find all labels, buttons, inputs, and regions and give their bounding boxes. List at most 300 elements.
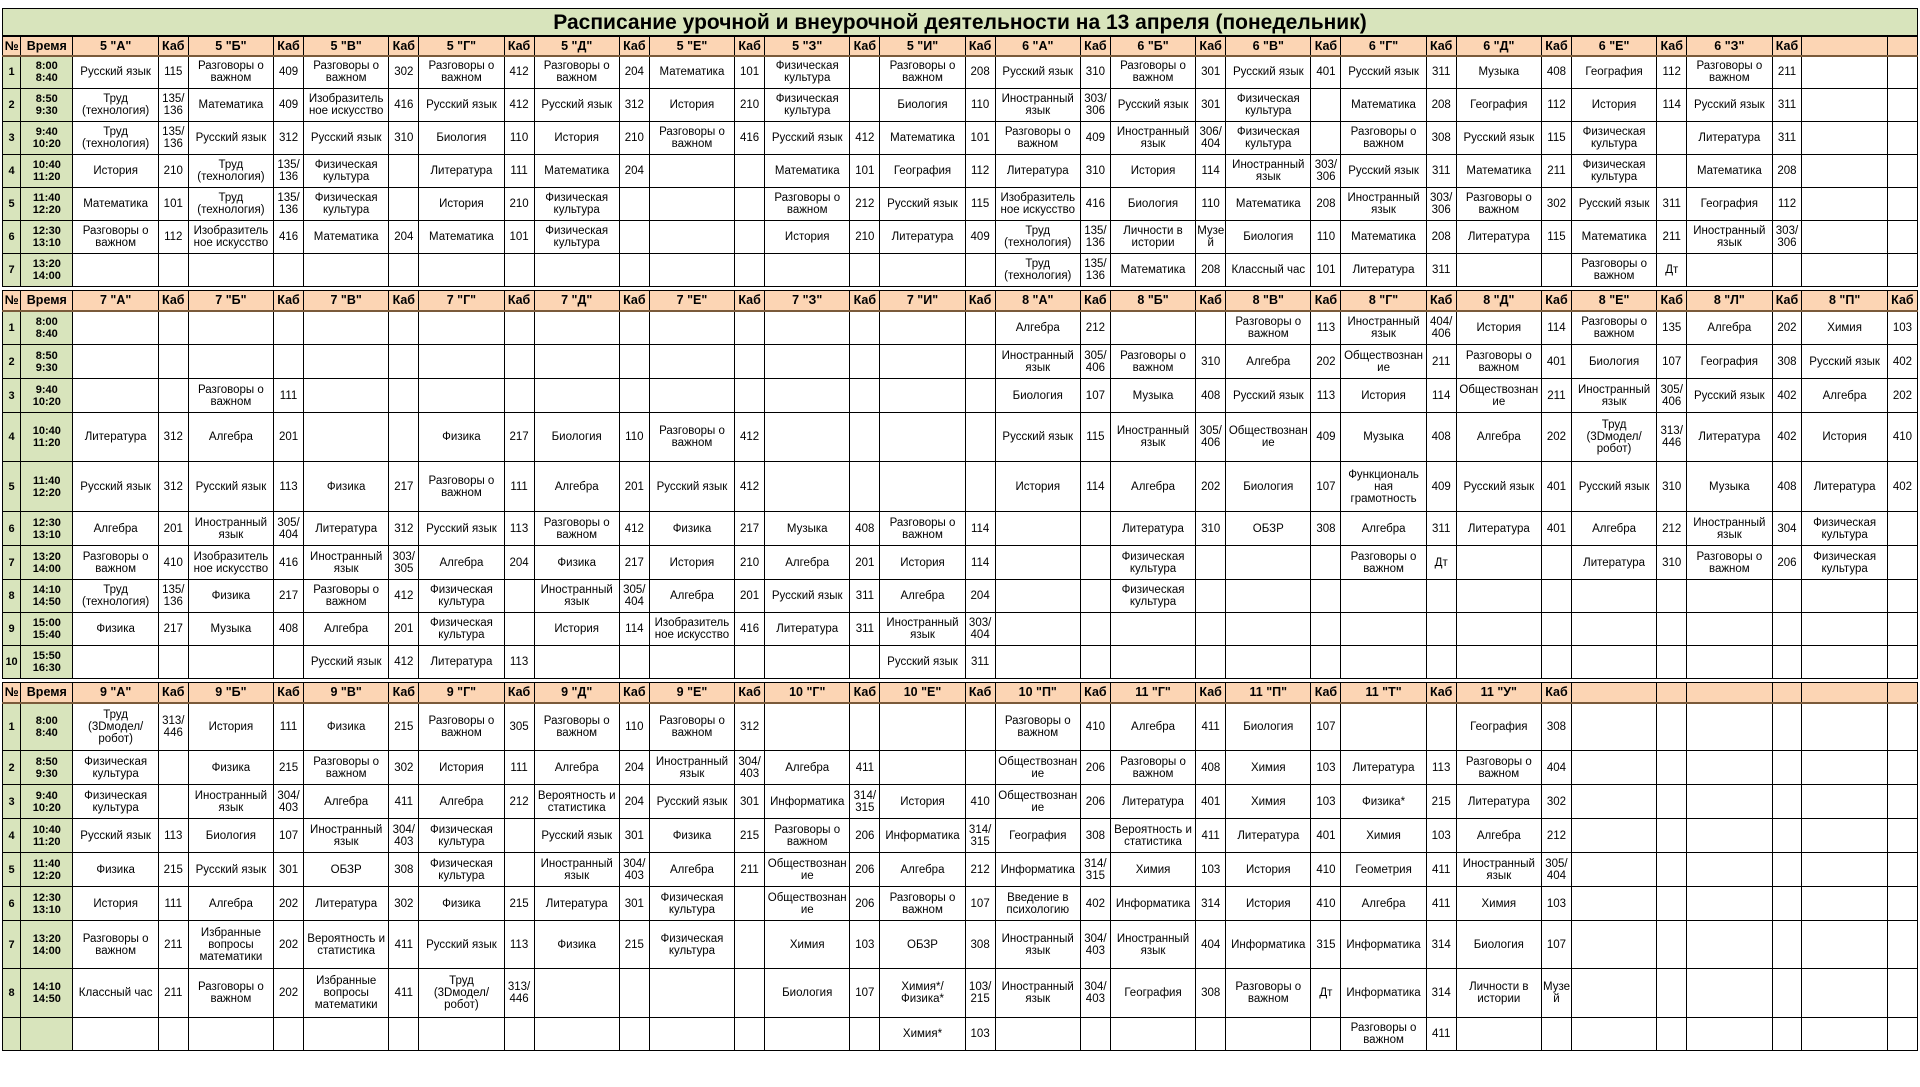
lesson-subject: Разговоры о важном	[1687, 56, 1772, 89]
room-header: Каб	[1080, 683, 1110, 703]
room-header: Каб	[735, 37, 765, 56]
empty-cell	[1657, 703, 1687, 751]
empty-cell	[1802, 819, 1887, 853]
lesson-subject: Физическая культура	[419, 819, 504, 853]
lesson-room: 114	[1542, 311, 1572, 345]
class-header: 7 "В"	[303, 291, 388, 311]
lesson-row	[3, 254, 1918, 287]
lesson-room	[1080, 646, 1110, 679]
lesson-subject	[73, 379, 158, 413]
lesson-room	[965, 413, 995, 462]
empty-header	[1887, 37, 1917, 56]
lesson-room	[1542, 613, 1572, 646]
lesson-subject: Химия	[1110, 853, 1195, 887]
room-header: Каб	[1772, 291, 1802, 311]
lesson-room	[619, 1018, 649, 1051]
lesson-subject: Алгебра	[1110, 462, 1195, 512]
lesson-room: 409	[274, 56, 304, 89]
lesson-time: 14:10 14:50	[21, 969, 73, 1018]
lesson-subject: Разговоры о важном	[1571, 254, 1656, 287]
lesson-subject	[995, 546, 1080, 580]
lesson-room: 305/ 406	[1196, 413, 1226, 462]
lesson-room	[274, 311, 304, 345]
lesson-subject: География	[880, 155, 965, 188]
class-header: 11 "У"	[1456, 683, 1541, 703]
lesson-subject	[188, 254, 273, 287]
lesson-room: 110	[619, 413, 649, 462]
lesson-subject	[649, 969, 734, 1018]
lesson-subject: Музыка	[1687, 462, 1772, 512]
lesson-subject	[765, 703, 850, 751]
lesson-subject: Разговоры о важном	[1456, 345, 1541, 379]
class-header: 11 "П"	[1226, 683, 1311, 703]
lesson-subject	[303, 1018, 388, 1051]
lesson-subject: Алгебра	[188, 413, 273, 462]
lesson-room: 412	[619, 512, 649, 546]
lesson-subject	[995, 646, 1080, 679]
class-header: 5 "В"	[303, 37, 388, 56]
lesson-room: 311	[850, 613, 880, 646]
lesson-subject: География	[1571, 56, 1656, 89]
lesson-room: 303/ 306	[1426, 188, 1456, 221]
lesson-time	[21, 1018, 73, 1051]
lesson-subject	[1802, 646, 1887, 679]
lesson-room: 217	[619, 546, 649, 580]
lesson-subject: Физическая культура	[534, 188, 619, 221]
lesson-number: 2	[3, 89, 21, 122]
class-header: 5 "Е"	[649, 37, 734, 56]
lesson-room	[1426, 646, 1456, 679]
lesson-subject: Русский язык	[1110, 89, 1195, 122]
room-header: Каб	[1311, 291, 1341, 311]
lesson-subject: Труд (технология)	[73, 122, 158, 155]
lesson-room: 135/ 136	[1080, 221, 1110, 254]
lesson-room: 103	[1887, 311, 1917, 345]
empty-cell	[1571, 921, 1656, 969]
room-header: Каб	[965, 291, 995, 311]
schedule-sheet	[2, 8, 1918, 1051]
lesson-room: 211	[1542, 379, 1572, 413]
lesson-subject: Математика	[1341, 89, 1426, 122]
lesson-room: 113	[1311, 311, 1341, 345]
lesson-room: 311	[1426, 155, 1456, 188]
class-header: 8 "Г"	[1341, 291, 1426, 311]
lesson-room	[850, 646, 880, 679]
lesson-subject: Разговоры о важном	[995, 122, 1080, 155]
lesson-subject: Алгебра	[880, 580, 965, 613]
lesson-subject	[1802, 613, 1887, 646]
lesson-room	[735, 1018, 765, 1051]
lesson-row	[3, 345, 1918, 379]
lesson-subject: Вероятность и статистика	[534, 785, 619, 819]
lesson-room: 402	[1887, 462, 1917, 512]
class-header: 7 "А"	[73, 291, 158, 311]
class-header: 6 "Е"	[1571, 37, 1656, 56]
lesson-room: 311	[1657, 188, 1687, 221]
lesson-row	[3, 56, 1918, 89]
lesson-number: 2	[3, 345, 21, 379]
lesson-subject: Биология	[1110, 188, 1195, 221]
lesson-room	[1080, 580, 1110, 613]
lesson-room	[1196, 311, 1226, 345]
lesson-room	[1196, 646, 1226, 679]
lesson-room: 211	[1542, 155, 1572, 188]
lesson-subject: Разговоры о важном	[1110, 345, 1195, 379]
lesson-subject: Русский язык	[1687, 89, 1772, 122]
lesson-subject: Литература	[1456, 785, 1541, 819]
lesson-room: 215	[158, 853, 188, 887]
empty-cell	[1571, 969, 1656, 1018]
lesson-subject	[303, 379, 388, 413]
lesson-subject: Математика	[1571, 221, 1656, 254]
header-number: №	[3, 37, 21, 56]
lesson-subject: Разговоры о важном	[1687, 546, 1772, 580]
lesson-subject: Информатика	[880, 819, 965, 853]
class-header: 5 "Г"	[419, 37, 504, 56]
lesson-row	[3, 379, 1918, 413]
lesson-room: 304/ 403	[274, 785, 304, 819]
empty-cell	[1802, 921, 1887, 969]
lesson-number: 7	[3, 254, 21, 287]
empty-cell	[1887, 1018, 1917, 1051]
lesson-subject: Математика	[188, 89, 273, 122]
lesson-room: 202	[274, 887, 304, 921]
room-header: Каб	[504, 683, 534, 703]
lesson-room: 111	[504, 155, 534, 188]
lesson-subject	[303, 345, 388, 379]
lesson-subject: Труд (технология)	[73, 580, 158, 613]
lesson-room: 103	[965, 1018, 995, 1051]
lesson-room: 107	[1080, 379, 1110, 413]
lesson-room	[1887, 646, 1917, 679]
lesson-subject: Математика	[419, 221, 504, 254]
lesson-subject	[1110, 646, 1195, 679]
room-header: Каб	[1542, 291, 1572, 311]
lesson-room: 211	[158, 969, 188, 1018]
empty-cell	[1571, 703, 1656, 751]
lesson-subject: Изобразитель ное искусство	[188, 221, 273, 254]
lesson-room	[1311, 89, 1341, 122]
lesson-subject: Биология	[995, 379, 1080, 413]
lesson-subject: История	[649, 89, 734, 122]
lesson-subject: Функциональ ная грамотность	[1341, 462, 1426, 512]
room-header: Каб	[1657, 291, 1687, 311]
lesson-time: 10:40 11:20	[21, 819, 73, 853]
lesson-subject: Русский язык	[1802, 345, 1887, 379]
lesson-room: 112	[965, 155, 995, 188]
lesson-subject: Алгебра	[1341, 887, 1426, 921]
empty-cell	[1802, 56, 1887, 89]
lesson-subject	[303, 413, 388, 462]
empty-cell	[1657, 921, 1687, 969]
lesson-subject: Литература	[73, 413, 158, 462]
lesson-room: 408	[850, 512, 880, 546]
lesson-room	[1657, 580, 1687, 613]
lesson-subject: ОБЗР	[1226, 512, 1311, 546]
empty-cell	[1687, 751, 1772, 785]
lesson-room: 101	[735, 56, 765, 89]
lesson-subject: Разговоры о важном	[188, 56, 273, 89]
class-header: 5 "Д"	[534, 37, 619, 56]
lesson-room: 114	[1426, 379, 1456, 413]
lesson-room: 107	[1542, 921, 1572, 969]
lesson-room: 211	[735, 853, 765, 887]
lesson-room: 115	[1080, 413, 1110, 462]
lesson-subject: История	[1456, 311, 1541, 345]
lesson-room	[1311, 122, 1341, 155]
lesson-subject: Иностранный язык	[1226, 155, 1311, 188]
lesson-room	[1542, 580, 1572, 613]
empty-cell	[1571, 751, 1656, 785]
lesson-room: 101	[850, 155, 880, 188]
lesson-subject: Литература	[1802, 462, 1887, 512]
lesson-room: 210	[735, 546, 765, 580]
lesson-room: 314	[1426, 921, 1456, 969]
lesson-number: 8	[3, 969, 21, 1018]
lesson-room: 301	[735, 785, 765, 819]
lesson-subject: Труд (технология)	[995, 254, 1080, 287]
lesson-room: 410	[1311, 887, 1341, 921]
lesson-room	[504, 311, 534, 345]
lesson-room: 404	[1542, 751, 1572, 785]
lesson-subject: Личности в истории	[1456, 969, 1541, 1018]
lesson-subject: Биология	[419, 122, 504, 155]
lesson-room: Дт	[1657, 254, 1687, 287]
lesson-room: 402	[1887, 345, 1917, 379]
lesson-subject: Иностранный язык	[1687, 221, 1772, 254]
empty-cell	[1687, 1018, 1772, 1051]
class-header: 11 "Т"	[1341, 683, 1426, 703]
lesson-room: 311	[850, 580, 880, 613]
lesson-subject: Разговоры о важном	[188, 379, 273, 413]
lesson-subject	[1687, 580, 1772, 613]
lesson-subject: Разговоры о важном	[73, 546, 158, 580]
lesson-room	[850, 345, 880, 379]
lesson-subject: История	[1226, 887, 1311, 921]
lesson-subject	[1456, 1018, 1541, 1051]
lesson-row	[3, 921, 1918, 969]
lesson-room: 401	[1196, 785, 1226, 819]
lesson-subject: Изобразитель ное искусство	[188, 546, 273, 580]
room-header: Каб	[1426, 37, 1456, 56]
room-header: Каб	[850, 291, 880, 311]
lesson-subject: Литература	[1456, 512, 1541, 546]
empty-cell	[1887, 921, 1917, 969]
lesson-room: 208	[1426, 89, 1456, 122]
lesson-subject: Литература	[1110, 512, 1195, 546]
lesson-number: 1	[3, 311, 21, 345]
lesson-subject: Разговоры о важном	[419, 703, 504, 751]
empty-header	[1802, 37, 1887, 56]
class-header: 8 "Б"	[1110, 291, 1195, 311]
lesson-subject: Иностранный язык	[995, 89, 1080, 122]
lesson-room	[1542, 254, 1572, 287]
lesson-room: 110	[504, 122, 534, 155]
lesson-subject: Физика	[649, 819, 734, 853]
lesson-room	[1657, 122, 1687, 155]
lesson-room: 401	[1311, 819, 1341, 853]
lesson-subject	[534, 345, 619, 379]
class-header: 8 "Е"	[1571, 291, 1656, 311]
lesson-row	[3, 613, 1918, 646]
lesson-room: 408	[1196, 379, 1226, 413]
lesson-subject	[303, 311, 388, 345]
lesson-subject: Алгебра	[1456, 819, 1541, 853]
lesson-room	[389, 345, 419, 379]
lesson-room: 113	[504, 512, 534, 546]
lesson-room: 408	[1542, 56, 1572, 89]
lesson-subject: Физическая культура	[303, 188, 388, 221]
lesson-subject: Русский язык	[765, 580, 850, 613]
lesson-subject	[1110, 613, 1195, 646]
empty-cell	[1687, 921, 1772, 969]
lesson-room: 210	[850, 221, 880, 254]
lesson-room: 111	[504, 751, 534, 785]
lesson-room	[1196, 613, 1226, 646]
empty-cell	[1887, 122, 1917, 155]
lesson-subject: География	[995, 819, 1080, 853]
lesson-subject: География	[1456, 703, 1541, 751]
lesson-room: 215	[389, 703, 419, 751]
lesson-room: 135/ 136	[158, 122, 188, 155]
lesson-subject: Русский язык	[419, 921, 504, 969]
room-header: Каб	[158, 37, 188, 56]
lesson-subject: Вероятность и статистика	[1110, 819, 1195, 853]
lesson-room: 101	[965, 122, 995, 155]
lesson-subject: История	[188, 703, 273, 751]
lesson-subject	[880, 703, 965, 751]
lesson-room: 114	[965, 546, 995, 580]
empty-cell	[1772, 785, 1802, 819]
lesson-room: 112	[1657, 56, 1687, 89]
lesson-subject: Алгебра	[649, 853, 734, 887]
lesson-room: 211	[1657, 221, 1687, 254]
lesson-subject: Литература	[1571, 546, 1656, 580]
lesson-subject	[649, 646, 734, 679]
lesson-subject: Иностранный язык	[649, 751, 734, 785]
lesson-number: 2	[3, 751, 21, 785]
lesson-subject	[1687, 613, 1772, 646]
lesson-subject: Музыка	[1110, 379, 1195, 413]
lesson-time: 12:30 13:10	[21, 512, 73, 546]
lesson-room: 113	[1426, 751, 1456, 785]
lesson-subject	[765, 379, 850, 413]
lesson-subject: Русский язык	[1687, 379, 1772, 413]
lesson-subject	[1456, 254, 1541, 287]
lesson-room: 311	[965, 646, 995, 679]
lesson-subject: Математика	[649, 56, 734, 89]
lesson-room: 111	[504, 462, 534, 512]
lesson-subject	[534, 379, 619, 413]
lesson-subject: Иностранный язык	[1341, 188, 1426, 221]
lesson-subject: Русский язык	[880, 646, 965, 679]
lesson-subject: Русский язык	[1571, 462, 1656, 512]
lesson-subject: Иностранный язык	[1110, 413, 1195, 462]
lesson-subject: Литература	[419, 155, 504, 188]
lesson-subject: Русский язык	[995, 56, 1080, 89]
lesson-room	[619, 188, 649, 221]
lesson-room	[850, 311, 880, 345]
lesson-subject: ОБЗР	[303, 853, 388, 887]
lesson-number: 9	[3, 613, 21, 646]
lesson-subject: Музыка	[1456, 56, 1541, 89]
empty-cell	[1772, 751, 1802, 785]
lesson-room	[735, 379, 765, 413]
lesson-subject: Иностранный язык	[1341, 311, 1426, 345]
lesson-room: 412	[504, 89, 534, 122]
lesson-room: 310	[1080, 155, 1110, 188]
lesson-time: 8:50 9:30	[21, 345, 73, 379]
lesson-room: 308	[1772, 345, 1802, 379]
lesson-row	[3, 512, 1918, 546]
lesson-subject: История	[1110, 155, 1195, 188]
lesson-time: 8:50 9:30	[21, 751, 73, 785]
lesson-room	[850, 254, 880, 287]
lesson-room: 410	[1887, 413, 1917, 462]
class-header: 6 "В"	[1226, 37, 1311, 56]
lesson-room	[1542, 546, 1572, 580]
lesson-subject: Иностранный язык	[995, 969, 1080, 1018]
lesson-room	[389, 413, 419, 462]
lesson-room: 204	[619, 751, 649, 785]
lesson-subject	[880, 379, 965, 413]
lesson-subject: Труд (технология)	[188, 155, 273, 188]
class-header: 8 "В"	[1226, 291, 1311, 311]
lesson-subject: Разговоры о важном	[1226, 311, 1311, 345]
empty-cell	[1887, 703, 1917, 751]
lesson-subject	[1226, 546, 1311, 580]
lesson-subject	[73, 646, 158, 679]
lesson-room: 312	[158, 413, 188, 462]
room-header: Каб	[158, 291, 188, 311]
lesson-subject: Разговоры о важном	[1456, 188, 1541, 221]
lesson-subject: Иностранный язык	[303, 546, 388, 580]
lesson-room: 204	[965, 580, 995, 613]
empty-cell	[1802, 89, 1887, 122]
lesson-room: 202	[1196, 462, 1226, 512]
class-header: 8 "А"	[995, 291, 1080, 311]
lesson-subject	[1226, 646, 1311, 679]
lesson-subject: Русский язык	[73, 56, 158, 89]
lesson-time: 10:40 11:20	[21, 413, 73, 462]
class-header: 8 "Д"	[1456, 291, 1541, 311]
lesson-subject: Алгебра	[1571, 512, 1656, 546]
empty-cell	[1772, 887, 1802, 921]
room-header: Каб	[1311, 683, 1341, 703]
empty-cell	[1887, 89, 1917, 122]
lesson-subject: История	[1341, 379, 1426, 413]
empty-cell	[1687, 969, 1772, 1018]
lesson-room: 212	[1657, 512, 1687, 546]
lesson-subject: Литература	[1341, 254, 1426, 287]
lesson-subject: Литература	[419, 646, 504, 679]
lesson-subject: Русский язык	[765, 122, 850, 155]
class-header: 9 "Е"	[649, 683, 734, 703]
lesson-room: 114	[965, 512, 995, 546]
class-header: 5 "И"	[880, 37, 965, 56]
lesson-room	[619, 646, 649, 679]
lesson-room: 103	[1542, 887, 1572, 921]
lesson-subject: Разговоры о важном	[534, 512, 619, 546]
lesson-subject: Физическая культура	[303, 155, 388, 188]
lesson-room: 310	[1080, 56, 1110, 89]
lesson-subject: История	[534, 613, 619, 646]
lesson-subject: Алгебра	[1687, 311, 1772, 345]
lesson-room: 401	[1311, 56, 1341, 89]
lesson-room: 113	[504, 646, 534, 679]
lesson-room: 401	[1542, 512, 1572, 546]
lesson-room	[1080, 1018, 1110, 1051]
